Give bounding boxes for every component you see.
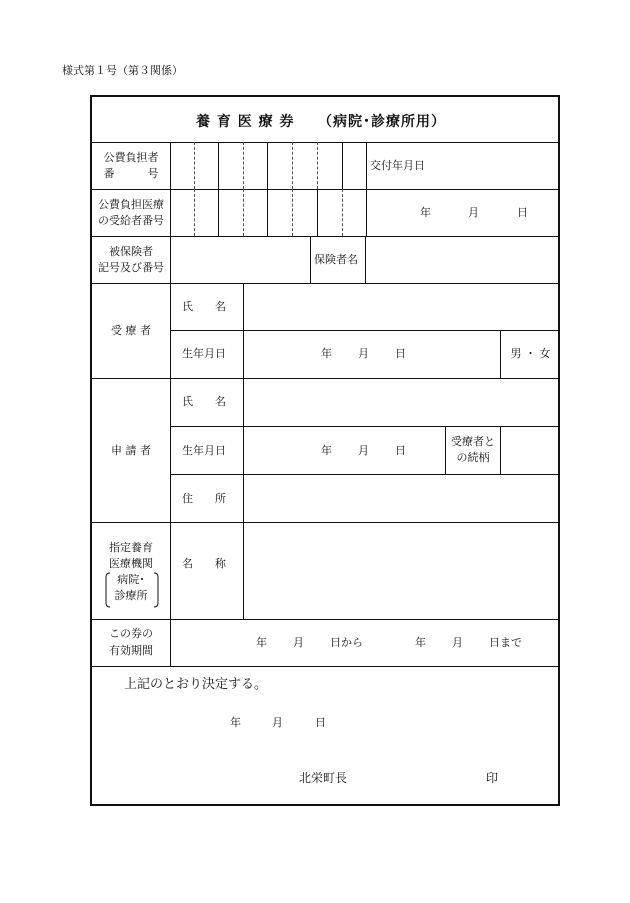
row-divider — [91, 283, 560, 284]
applicant-label: 申 請 者 — [111, 444, 151, 457]
validity-from-month: 月 — [293, 636, 304, 649]
digit-divider — [267, 142, 268, 189]
column-divider — [365, 236, 366, 283]
decision-statement: 上記のとおり決定する。 — [124, 677, 268, 692]
applicant-name-label: 氏 名 — [182, 395, 226, 408]
row-divider — [170, 474, 560, 475]
validity-from-day: 日から — [330, 636, 363, 649]
issue-date-year: 年 — [420, 206, 431, 219]
decision-day: 日 — [315, 716, 326, 729]
row-divider — [91, 522, 560, 523]
payer-number-label: 番 号 — [103, 167, 159, 180]
digit-divider — [342, 142, 343, 189]
institution-label: 指定養育 — [109, 541, 153, 554]
row-divider — [170, 330, 560, 331]
decision-month: 月 — [272, 716, 283, 729]
patient-label: 受 療 者 — [111, 324, 151, 337]
row-divider — [91, 189, 560, 190]
payer-number-label: 公費負担者 — [103, 151, 159, 164]
institution-type-label: 診療所 — [114, 589, 148, 602]
form-number: 様式第１号（第３関係） — [62, 64, 183, 77]
applicant-address-label: 住 所 — [182, 492, 226, 505]
applicant-dob-month: 月 — [358, 444, 369, 457]
form-title: 養 育 医 療 券 — [196, 114, 295, 130]
validity-to-year: 年 — [415, 636, 426, 649]
row-divider — [91, 378, 560, 379]
patient-name-label: 氏 名 — [182, 300, 226, 313]
patient-dob-day: 日 — [395, 347, 406, 360]
digit-dashed-divider — [194, 142, 195, 189]
row-divider — [91, 142, 560, 143]
row-divider — [91, 236, 560, 237]
column-divider — [170, 142, 171, 666]
column-divider — [500, 426, 501, 474]
applicant-dob-label: 生年月日 — [182, 444, 226, 457]
seal-mark: 印 — [486, 771, 499, 785]
issue-date-day: 日 — [517, 206, 528, 219]
institution-type-label: 病院･ — [117, 573, 145, 586]
row-divider — [91, 666, 560, 667]
applicant-relation-label: の続柄 — [456, 451, 490, 464]
patient-dob-year: 年 — [321, 347, 332, 360]
row-divider — [170, 426, 560, 427]
digit-dashed-divider — [292, 189, 293, 236]
institution-label: 医療機関 — [109, 557, 153, 570]
digit-divider — [218, 142, 219, 189]
validity-from-year: 年 — [256, 636, 267, 649]
column-divider — [445, 426, 446, 474]
digit-dashed-divider — [243, 142, 244, 189]
recipient-number-label: の受給者番号 — [98, 214, 164, 227]
patient-dob-label: 生年月日 — [182, 347, 226, 360]
issue-date-label: 交付年月日 — [370, 159, 425, 172]
column-divider — [243, 283, 244, 619]
institution-name-label: 名 称 — [182, 557, 226, 570]
form-title-sub: （病院･診療所用） — [318, 114, 446, 130]
applicant-dob-year: 年 — [321, 444, 332, 457]
validity-label: 有効期間 — [109, 644, 153, 657]
validity-label: この券の — [109, 627, 153, 640]
insurer-name-label: 保険者名 — [314, 253, 358, 266]
issue-date-month: 月 — [468, 206, 479, 219]
validity-to-month: 月 — [452, 636, 463, 649]
column-divider — [310, 236, 311, 283]
digit-divider — [317, 189, 318, 236]
digit-divider — [267, 189, 268, 236]
digit-dashed-divider — [243, 189, 244, 236]
applicant-relation-label: 受療者と — [451, 435, 495, 448]
patient-dob-month: 月 — [358, 347, 369, 360]
decision-year: 年 — [230, 716, 241, 729]
digit-dashed-divider — [317, 142, 318, 189]
insured-label: 記号及び番号 — [98, 261, 164, 274]
row-divider — [91, 619, 560, 620]
digit-dashed-divider — [342, 189, 343, 236]
insured-label: 被保険者 — [109, 245, 153, 258]
column-divider — [366, 142, 367, 236]
digit-divider — [218, 189, 219, 236]
issuer-name: 北栄町長 — [299, 771, 348, 785]
applicant-dob-day: 日 — [395, 444, 406, 457]
validity-to-day: 日まで — [489, 636, 522, 649]
digit-dashed-divider — [292, 142, 293, 189]
recipient-number-label: 公費負担医療 — [98, 198, 164, 211]
patient-sex: 男 ・ 女 — [510, 347, 551, 360]
digit-dashed-divider — [194, 189, 195, 236]
